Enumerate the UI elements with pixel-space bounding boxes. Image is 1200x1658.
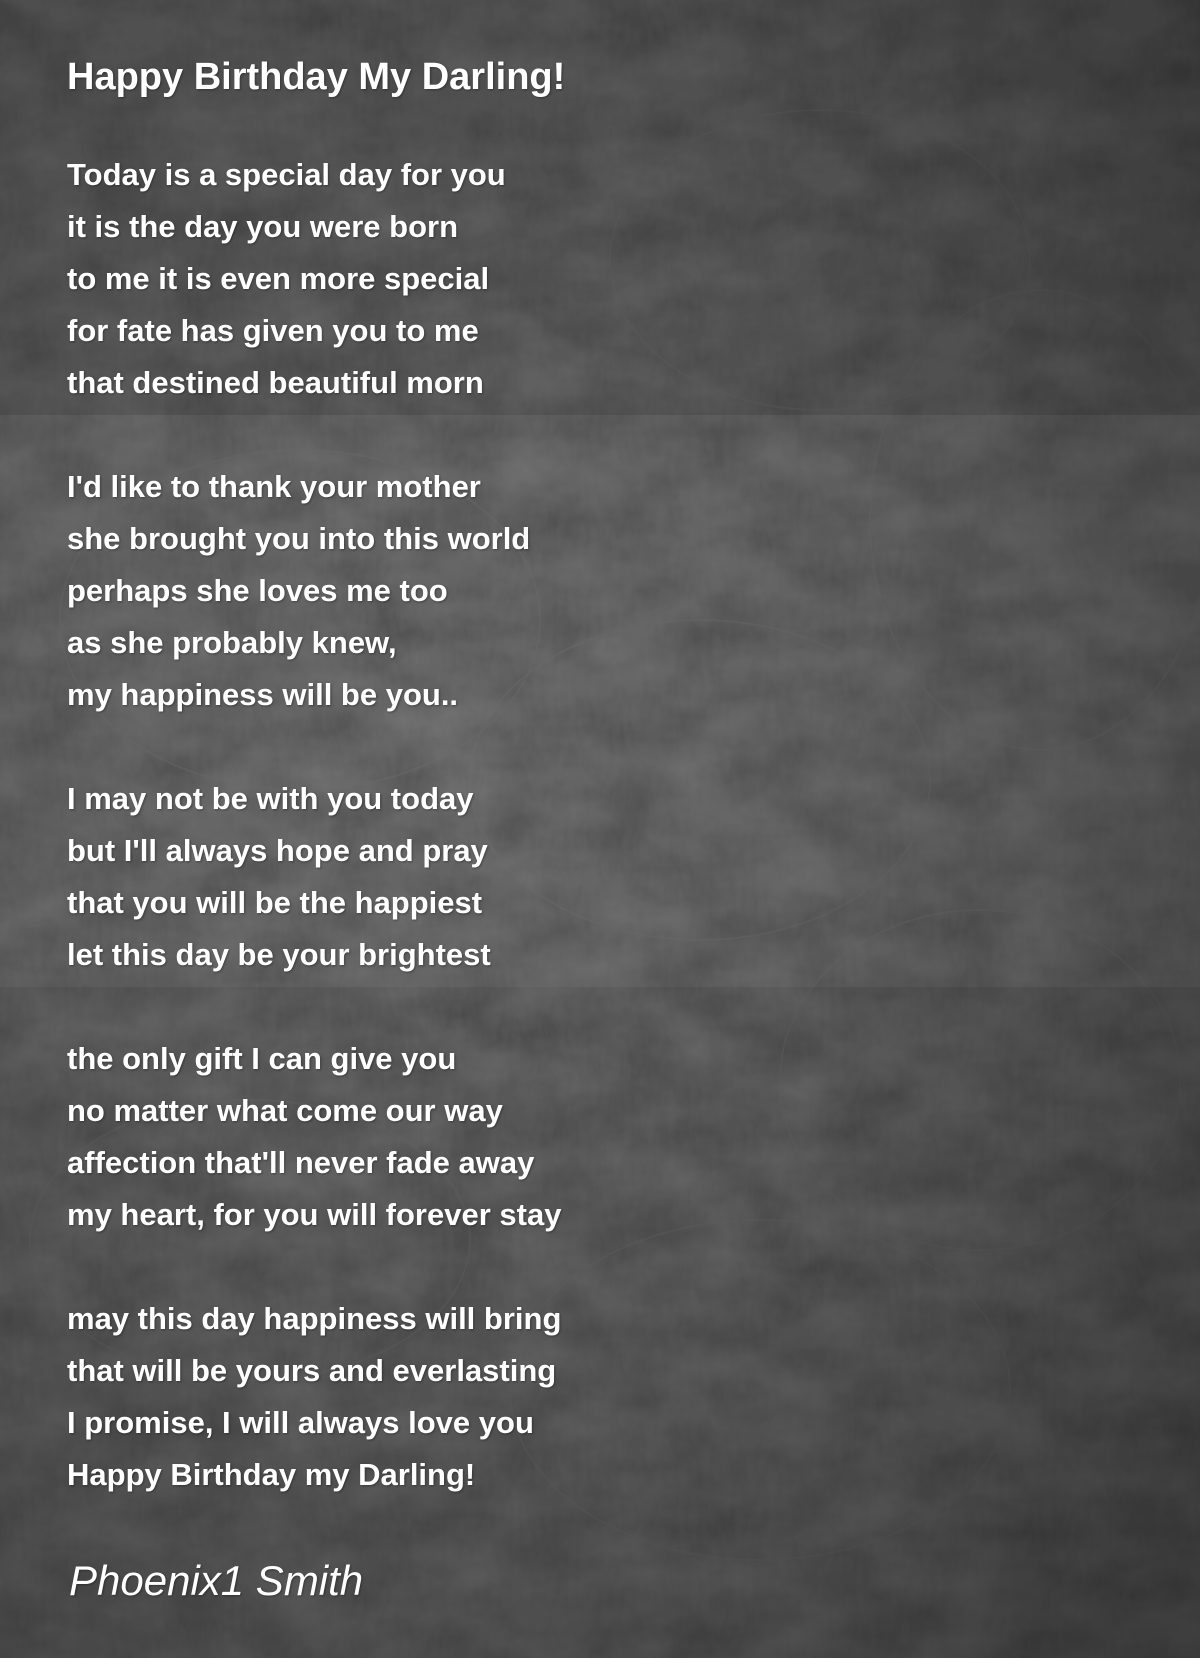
poem-line: that will be yours and everlasting: [67, 1353, 557, 1388]
poem-line: I may not be with you today: [67, 781, 474, 816]
stanza-2: [67, 461, 1067, 721]
poem-line: affection that'll never fade away: [67, 1145, 535, 1180]
poem-line: my heart, for you will forever stay: [67, 1197, 562, 1232]
poem-line: I promise, I will always love you: [67, 1405, 534, 1440]
poem-line: for fate has given you to me: [67, 313, 479, 348]
poem-line: no matter what come our way: [67, 1093, 503, 1128]
poem-line: perhaps she loves me too: [67, 573, 448, 608]
stanza-1: [67, 149, 1067, 409]
stanza-3: [67, 773, 1067, 981]
poem-line: Happy Birthday my Darling!: [67, 1457, 476, 1492]
poem-line: as she probably knew,: [67, 625, 397, 660]
stanza-5: [67, 1293, 1067, 1501]
poem-line: but I'll always hope and pray: [67, 833, 488, 868]
stanza-4: [67, 1033, 1067, 1241]
poem-card: [67, 0, 1127, 1658]
poem-author: Phoenix1 Smith: [69, 1557, 364, 1604]
poem-line: to me it is even more special: [67, 261, 490, 296]
poem-line: Today is a special day for you: [67, 157, 506, 192]
poem-line: I'd like to thank your mother: [67, 469, 481, 504]
poem-line: it is the day you were born: [67, 209, 459, 244]
poem-line: may this day happiness will bring: [67, 1301, 562, 1336]
poem-line: that you will be the happiest: [67, 885, 483, 920]
poem-line: that destined beautiful morn: [67, 365, 484, 400]
poem-line: she brought you into this world: [67, 521, 531, 556]
poem-line: let this day be your brightest: [67, 937, 491, 972]
poem-body: [67, 149, 1067, 1553]
poem-title: Happy Birthday My Darling!: [67, 56, 566, 98]
poem-line: the only gift I can give you: [67, 1041, 457, 1076]
poem-line: my happiness will be you..: [67, 677, 459, 712]
